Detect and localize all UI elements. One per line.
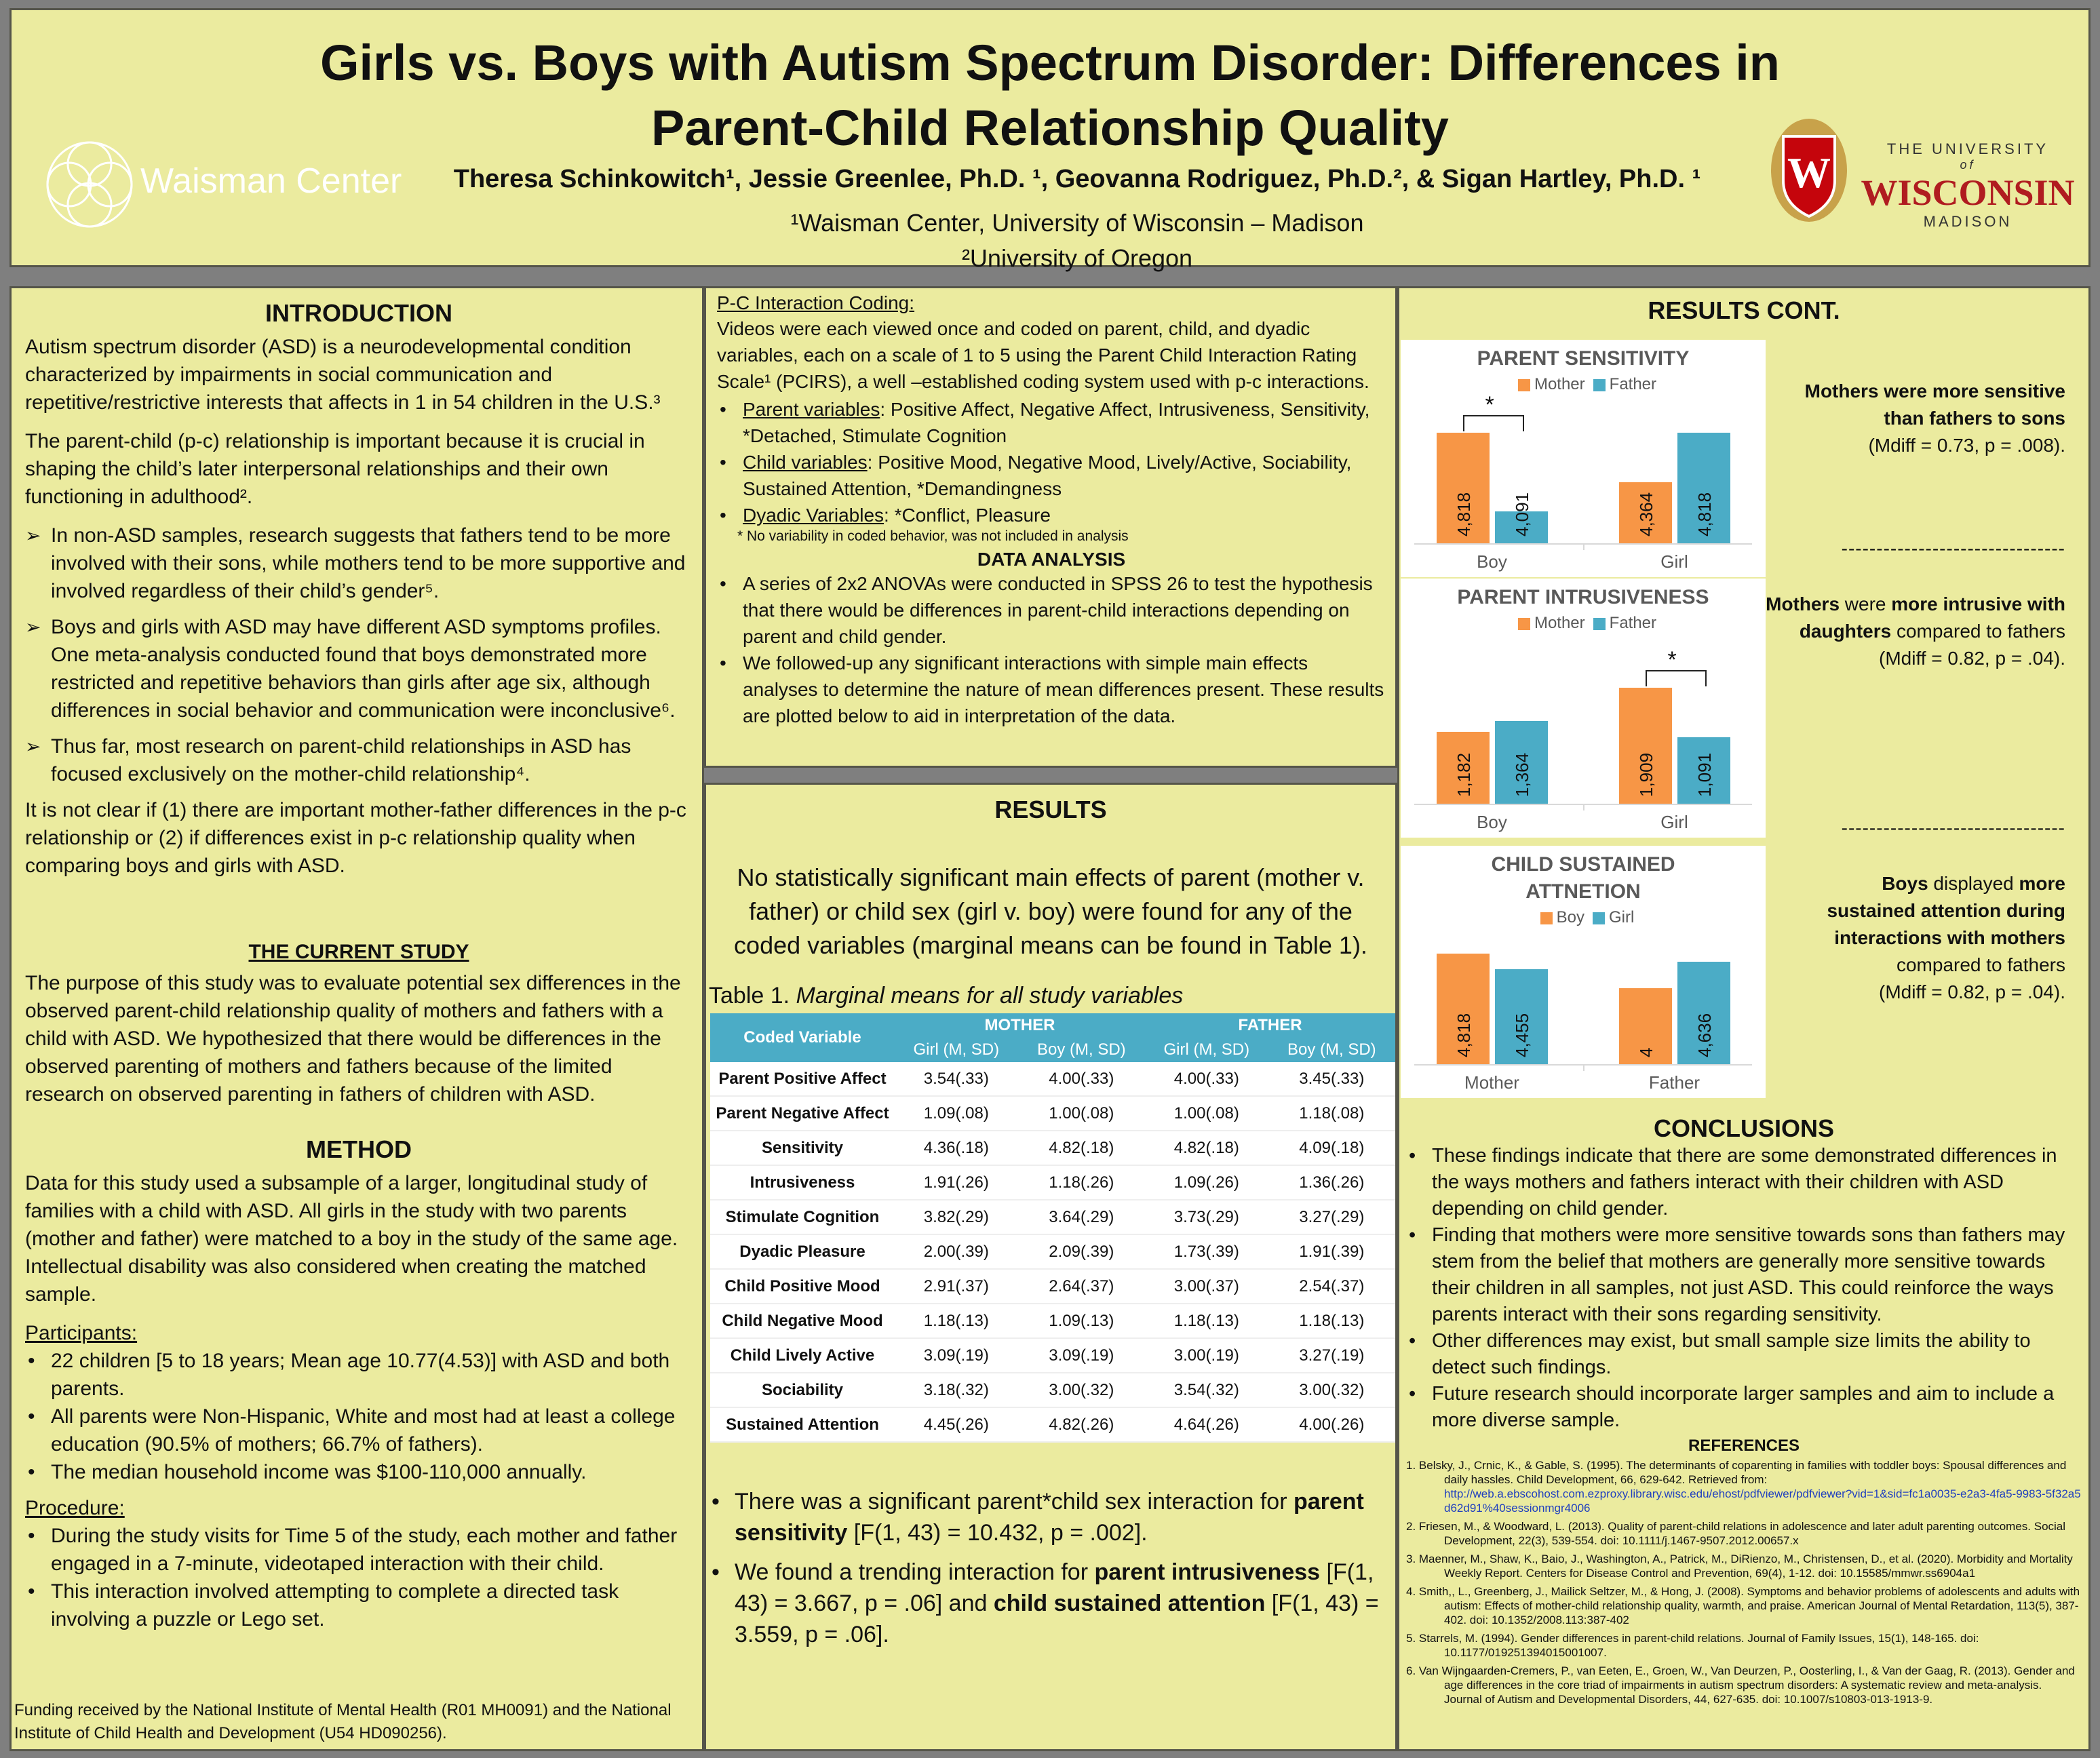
table-row-label: Intrusiveness <box>710 1165 895 1200</box>
table-cell: 1.18(.13) <box>1268 1304 1395 1338</box>
legend-label: Father <box>1609 375 1657 393</box>
chart-x-label: Girl <box>1660 551 1688 572</box>
legend-swatch <box>1593 379 1606 391</box>
bar-data-label: 1,091 <box>1694 752 1715 797</box>
conclusions-heading: CONCLUSIONS <box>1653 1114 1834 1142</box>
table-row-label: Sociability <box>710 1373 895 1407</box>
table-cell: 3.18(.32) <box>895 1373 1018 1407</box>
legend-label: Mother <box>1534 375 1585 393</box>
uw-crest-icon <box>1768 116 1850 224</box>
procedure-list <box>25 1522 693 1633</box>
chart-title: PARENT SENSITIVITY <box>1477 347 1690 370</box>
uw-of-label: of <box>1960 158 1976 172</box>
child-sustained-attention-chart <box>1401 846 1766 1098</box>
uw-madison-logo <box>1764 113 2083 229</box>
legend-swatch <box>1518 618 1530 630</box>
parent-intrusiveness-chart <box>1401 579 1766 838</box>
reference-item: 2. Friesen, M., & Woodward, L. (2013). Quality of parent-child relations in adolescence and later adult parenting outcomes. Social Development, 22(3), 539-554. doi: 10.1111/j.1467-9507.2012.00657.x <box>1406 1520 2066 1547</box>
table-cell: 4.00(.26) <box>1268 1407 1395 1442</box>
current-study-heading: THE CURRENT STUDY <box>248 941 469 963</box>
analysis-list <box>717 570 1386 729</box>
legend-swatch <box>1518 379 1530 391</box>
table-row <box>710 1407 1395 1442</box>
table-cell: 1.00(.08) <box>1145 1096 1268 1131</box>
coding-text: Videos were each viewed once and coded on parent, child, and dyadic variables, each on a scale of 1 to 5 using the Parent Child Interaction Rating Scale¹ (PCIRS), a well –established coding system used with p-c interactions. <box>717 318 1369 392</box>
table-row <box>710 1131 1395 1165</box>
intro-method-column <box>9 286 704 1751</box>
affiliations: ¹Waisman Center, University of Wisconsin – Madison ²University of Oregon <box>790 209 1364 272</box>
table-header: Girl (M, SD) <box>895 1038 1018 1062</box>
table-cell: 4.64(.26) <box>1145 1407 1268 1442</box>
reference-link[interactable]: http://web.a.ebscohost.com.ezproxy.library.wisc.edu/ehost/pdfviewer/pdfviewer?vid=1&sid=fc1a0035-e2a3-4fa5-9983-5f32a5d62d91%40sessionmgr4006 <box>1444 1487 2081 1515</box>
table-cell: 1.91(.26) <box>895 1165 1018 1200</box>
bar-data-label: 4 <box>1635 1047 1656 1057</box>
table-row-label: Sustained Attention <box>710 1407 895 1442</box>
table-cell: 3.00(.32) <box>1268 1373 1395 1407</box>
legend-label: Boy <box>1556 908 1585 926</box>
sensitivity-note: Mothers were more sensitive than fathers to sons (Mdiff = 0.73, p = .008). <box>1804 380 2065 456</box>
intro-bullet: ➢ Boys and girls with ASD may have different ASD symptoms profiles. One meta-analysis conducted found that boys demonstrated more restricted and repetitive behaviors than girls after age six, although differences in social behavior and communication were inconclusive⁶. <box>25 613 693 724</box>
table-row-label: Parent Positive Affect <box>710 1062 895 1096</box>
results-heading: RESULTS <box>994 796 1107 823</box>
uw-wisconsin-label: WISCONSIN <box>1861 172 2075 213</box>
chart-title: CHILD SUSTAINED ATTNETION <box>1491 853 1675 903</box>
table-row <box>710 1096 1395 1131</box>
chart-axis-tick <box>1583 1064 1584 1071</box>
participants-item: • All parents were Non-Hispanic, White and most had at least a college education (90.5% of mothers; 66.7% of fathers). <box>25 1403 693 1458</box>
marginal-means-table <box>710 1013 1395 1443</box>
references-heading: REFERENCES <box>1688 1437 1800 1455</box>
results-cont-heading: RESULTS CONT. <box>1648 296 1840 324</box>
table-row <box>710 1338 1395 1373</box>
table-cell: 1.09(.13) <box>1018 1304 1145 1338</box>
data-analysis-heading: DATA ANALYSIS <box>977 549 1126 570</box>
results-cont-column <box>1397 286 2091 1751</box>
table-cell: 1.18(.26) <box>1018 1165 1145 1200</box>
crest-letter: W <box>1787 149 1831 197</box>
uw-university-label: THE UNIVERSITY <box>1886 140 2049 157</box>
reference-item: 6. Van Wijngaarden-Cremers, P., van Eeten, E., Groen, W., Van Deurzen, P., Oosterling, I., & Van der Gaag, R. (2013). Gender and age differences in the core triad of impairments in autism spectrum disorders: A systematic review and meta-analysis. Journal of Autism and Developmental Disorders, 44, 627-635. doi: 10.1007/s10803-013-1913-9. <box>1406 1664 2075 1706</box>
reference-item: 1. Belsky, J., Crnic, K., & Gable, S. (1995). The determinants of coparenting in families with toddler boys: Spousal differences and daily hassles. Child Development, 66, 629-642. Retrieved from: http://web.a.ebscohost.com.ezproxy.library.wisc.edu/ehost/pdfviewer/pdfviewer?vid=1&sid=fc1a0035-e2a3-4fa5-9983-5f32a5d62d91%40sessionmgr4006 <box>1406 1459 2081 1515</box>
results-panel <box>704 783 1397 1751</box>
table-row <box>710 1234 1395 1269</box>
table-cell: 3.73(.29) <box>1145 1200 1268 1234</box>
coding-variable-item: • Parent variables: Positive Affect, Negative Affect, Intrusiveness, Sensitivity, *Detached, Stimulate Cognition <box>717 396 1386 449</box>
table-cell: 4.82(.18) <box>1018 1131 1145 1165</box>
bar-data-label: 1,909 <box>1635 752 1656 797</box>
legend-swatch <box>1593 618 1606 630</box>
table-cell: 1.73(.39) <box>1145 1234 1268 1269</box>
table-row <box>710 1269 1395 1304</box>
table-cell: 4.82(.26) <box>1018 1407 1145 1442</box>
analysis-item: • A series of 2x2 ANOVAs were conducted in SPSS 26 to test the hypothesis that there would be differences in parent-child interactions depending on parent and child gender. <box>717 570 1386 650</box>
chart-x-label: Father <box>1648 1072 1700 1093</box>
uw-madison-label: MADISON <box>1923 213 2012 230</box>
legend-swatch <box>1593 912 1605 924</box>
reference-item: 5. Starrels, M. (1994). Gender differences in parent-child relations. Journal of Family Issues, 15(1), 148-165. doi: 10.1177/019251394015001007. <box>1406 1632 1979 1659</box>
attention-note: Boys displayed more sustained attention during interactions with mothers compared to fathers (Mdiff = 0.82, p = .04). <box>1827 873 2065 1002</box>
table-cell: 2.91(.37) <box>895 1269 1018 1304</box>
legend-label: Mother <box>1534 614 1585 632</box>
divider: -------------------------------- <box>1841 817 2065 838</box>
participants-heading: Participants: <box>25 1322 138 1344</box>
bar-data-label: 4,455 <box>1511 1013 1532 1057</box>
participants-item: • 22 children [5 to 18 years; Mean age 10.77(4.53)] with ASD and both parents. <box>25 1347 693 1403</box>
table-cell: 1.18(.08) <box>1268 1096 1395 1131</box>
procedure-item: • This interaction involved attempting to complete a directed task involving a puzzle or Lego set. <box>25 1578 693 1633</box>
method-heading: METHOD <box>306 1135 412 1163</box>
significance-star: * <box>1667 646 1677 673</box>
results-bullets <box>709 1486 1393 1650</box>
table-cell: 3.64(.29) <box>1018 1200 1145 1234</box>
table-cell: 2.00(.39) <box>895 1234 1018 1269</box>
table-body <box>710 1062 1395 1442</box>
chart-legend <box>1401 908 1766 927</box>
conclusion-item: • These findings indicate that there are some demonstrated differences in the ways mothers and fathers interact with their children with ASD depending on child gender. <box>1406 1143 2082 1222</box>
bar-data-label: 4,818 <box>1453 492 1474 536</box>
table-cell: 4.00(.33) <box>1018 1062 1145 1096</box>
results-summary: No statistically significant main effects of parent (mother v. father) or child sex (girl v. boy) were found for any of the coded variables (marginal means can be found in Table 1). <box>734 863 1367 959</box>
coding-heading: P-C Interaction Coding: <box>717 292 915 313</box>
table-cell: 3.27(.19) <box>1268 1338 1395 1373</box>
reference-list <box>1406 1458 2082 1706</box>
chart-title: PARENT INTRUSIVENESS <box>1457 586 1709 608</box>
conclusion-item: • Other differences may exist, but small sample size limits the ability to detect such findings. <box>1406 1328 2082 1381</box>
coding-variables <box>717 396 1386 528</box>
table-row-label: Child Lively Active <box>710 1338 895 1373</box>
chart-axis-tick <box>1583 804 1584 810</box>
coding-variable-item: • Dyadic Variables: *Conflict, Pleasure <box>717 502 1386 528</box>
table-cell: 2.64(.37) <box>1018 1269 1145 1304</box>
table-cell: 1.09(.08) <box>895 1096 1018 1131</box>
current-study-text: The purpose of this study was to evaluate potential sex differences in the observed parent-child relationship quality of mothers and fathers with a child with ASD. We hypothesized that there would be differences in the observed parenting of mothers and fathers because of the limited research on observed parenting in fathers of children with ASD. <box>25 972 681 1106</box>
reference-item: 3. Maenner, M., Shaw, K., Baio, J., Washington, A., Patrick, M., DiRienzo, M., Christensen, D., et al. (2020). Morbidity and Mortality Weekly Report. Centers for Disease Control and Prevention, 69(4), 1-12. doi: 10.15585/mmwr.ss6904a1 <box>1406 1552 2073 1580</box>
chart-x-label: Girl <box>1660 812 1688 832</box>
table-row-label: Parent Negative Affect <box>710 1096 895 1131</box>
chart-x-label: Boy <box>1477 551 1507 572</box>
intro-bullet: ➢ In non-ASD samples, research suggests that fathers tend to be more involved with their sons, while mothers tend to be more supportive and involved regardless of their child’s gender⁵. <box>25 522 693 605</box>
chart-axis-tick <box>1583 543 1584 550</box>
poster-header <box>9 8 2091 272</box>
table-cell: 4.36(.18) <box>895 1131 1018 1165</box>
procedure-heading: Procedure: <box>25 1497 125 1519</box>
table-cell: 3.54(.33) <box>895 1062 1018 1096</box>
table-cell: 1.09(.26) <box>1145 1165 1268 1200</box>
chart-x-label: Mother <box>1464 1072 1519 1093</box>
results-bullet: • There was a significant parent*child sex interaction for parent sensitivity [F(1, 43) = 10.432, p = .002]. <box>709 1486 1393 1548</box>
table-cell: 3.00(.37) <box>1145 1269 1268 1304</box>
intro-bullet: ➢ Thus far, most research on parent-child relationships in ASD has focused exclusively on the mother-child relationship⁴. <box>25 732 693 788</box>
table-header: Boy (M, SD) <box>1018 1038 1145 1062</box>
analysis-item: • We followed-up any significant interactions with simple main effects analyses to determine the nature of mean differences present. These results are plotted below to aid in interpretation of the data. <box>717 650 1386 729</box>
divider: -------------------------------- <box>1841 538 2065 559</box>
table-cell: 1.91(.39) <box>1268 1234 1395 1269</box>
table-cell: 3.27(.29) <box>1268 1200 1395 1234</box>
table-cell: 3.09(.19) <box>1018 1338 1145 1373</box>
table-row <box>710 1062 1395 1096</box>
reference-item: 4. Smith,, L., Greenberg, J., Mailick Seltzer, M., & Hong, J. (2008). Symptoms and behavior problems of adolescents and adults with autism: Effects of mother-child relationship quality, warmth, and praise. American Journal of Mental Retardation, 113(5), 387-402. doi: 10.1352/2008.113:387-402 <box>1406 1585 2080 1626</box>
bar-data-label: 1,182 <box>1453 752 1474 797</box>
table-caption: Table 1. Marginal means for all study variables <box>709 983 1184 1009</box>
table-cell: 2.54(.37) <box>1268 1269 1395 1304</box>
table-cell: 4.00(.33) <box>1145 1062 1268 1096</box>
table-row-label: Sensitivity <box>710 1131 895 1165</box>
table-row-label: Child Negative Mood <box>710 1304 895 1338</box>
table-row <box>710 1165 1395 1200</box>
table-row-label: Dyadic Pleasure <box>710 1234 895 1269</box>
table-row <box>710 1200 1395 1234</box>
table-row-label: Stimulate Cognition <box>710 1200 895 1234</box>
significance-star: * <box>1485 392 1494 418</box>
table-cell: 1.18(.13) <box>895 1304 1018 1338</box>
table-header: Girl (M, SD) <box>1145 1038 1268 1062</box>
procedure-item: • During the study visits for Time 5 of the study, each mother and father engaged in a 7-minute, videotaped interaction with their child. <box>25 1522 693 1578</box>
table-cell: 4.82(.18) <box>1145 1131 1268 1165</box>
bar-data-label: 4,091 <box>1511 492 1532 536</box>
bar-data-label: 4,818 <box>1453 1013 1474 1057</box>
funding-note: Funding received by the National Institute of Mental Health (R01 MH0091) and the National Institute of Child Health and Development (U54 HD090256). <box>14 1701 672 1742</box>
table-cell: 1.36(.26) <box>1268 1165 1395 1200</box>
table-cell: 3.00(.32) <box>1018 1373 1145 1407</box>
conclusions-list <box>1406 1143 2082 1434</box>
waisman-logo-text: Waisman Center <box>140 161 402 201</box>
table-cell: 3.45(.33) <box>1268 1062 1395 1096</box>
chart-legend <box>1401 375 1766 394</box>
participants-list <box>25 1347 693 1486</box>
coding-footnote: * No variability in coded behavior, was not included in analysis <box>737 528 1129 544</box>
author-list: Theresa Schinkowitch¹, Jessie Greenlee, Ph.D. ¹, Geovanna Rodriguez, Ph.D.², & Sigan Hartley, Ph.D. ¹ <box>453 165 1701 193</box>
parent-sensitivity-chart <box>1401 340 1766 577</box>
coding-variable-item: • Child variables: Positive Mood, Negative Mood, Lively/Active, Sociability, Sustained Attention, *Demandingness <box>717 449 1386 502</box>
intro-paragraph: It is not clear if (1) there are important mother-father differences in the p-c relationship or (2) if differences exist in p-c relationship quality when comparing boys and girls with ASD. <box>25 799 686 877</box>
table-cell: 2.09(.39) <box>1018 1234 1145 1269</box>
legend-label: Girl <box>1609 908 1635 926</box>
table-cell: 4.09(.18) <box>1268 1131 1395 1165</box>
table-cell: 3.82(.29) <box>895 1200 1018 1234</box>
conclusion-item: • Future research should incorporate larger samples and aim to include a more diverse sample. <box>1406 1381 2082 1434</box>
table-cell: 3.00(.19) <box>1145 1338 1268 1373</box>
poster-title: Girls vs. Boys with Autism Spectrum Disorder: Differences in Parent-Child Relationship Quality <box>319 35 1781 156</box>
conclusions-section <box>1406 1114 2082 1711</box>
table-header: Boy (M, SD) <box>1268 1038 1395 1062</box>
table-cell: 3.09(.19) <box>895 1338 1018 1373</box>
table-row <box>710 1373 1395 1407</box>
conclusion-item: • Finding that mothers were more sensitive towards sons than fathers may stem from the belief that mothers are generally more sensitive towards their children in all samples, not just ASD. This could reinforce the ways parents interact with their sons regarding sensitivity. <box>1406 1222 2082 1328</box>
table-row-label: Child Positive Mood <box>710 1269 895 1304</box>
results-bullet: • We found a trending interaction for parent intrusiveness [F(1, 43) = 3.667, p = .06] and child sustained attention [F(1, 43) = 3.559, p = .06]. <box>709 1557 1393 1650</box>
bar-data-label: 4,818 <box>1694 492 1715 536</box>
table-cell: 1.18(.13) <box>1145 1304 1268 1338</box>
chart-x-label: Boy <box>1477 812 1507 832</box>
table-group-header: FATHER <box>1145 1013 1395 1038</box>
method-text: Data for this study used a subsample of a larger, longitudinal study of families with a child with ASD. All girls in the study with two parents (mother and father) were matched to a boy in the study of the same age. Intellectual disability was also considered when creating the matched sample. <box>25 1172 678 1306</box>
bar-data-label: 4,364 <box>1635 492 1656 536</box>
intro-paragraph: The parent-child (p-c) relationship is important because it is crucial in shaping the child’s later interpersonal relationships and their own functioning in adulthood². <box>25 430 645 508</box>
coding-analysis-panel <box>704 286 1397 768</box>
table-cell: 3.54(.32) <box>1145 1373 1268 1407</box>
legend-label: Father <box>1609 614 1657 632</box>
intro-paragraph: Autism spectrum disorder (ASD) is a neurodevelopmental condition characterized by impairments in social communication and repetitive/restrictive interests that affects in 1 in 54 children in the U.S.³ <box>25 336 661 414</box>
table-header: Coded Variable <box>710 1013 895 1062</box>
chart-legend <box>1401 614 1766 633</box>
bar-data-label: 4,636 <box>1694 1013 1715 1057</box>
table-cell: 1.00(.08) <box>1018 1096 1145 1131</box>
intro-heading: INTRODUCTION <box>265 299 452 327</box>
table-row <box>710 1304 1395 1338</box>
intro-bullets <box>25 522 693 788</box>
table-cell: 4.45(.26) <box>895 1407 1018 1442</box>
legend-swatch <box>1540 912 1553 924</box>
bar-data-label: 1,364 <box>1511 752 1532 797</box>
participants-item: • The median household income was $100-110,000 annually. <box>25 1458 693 1486</box>
table-group-header: MOTHER <box>895 1013 1145 1038</box>
intrusiveness-note: Mothers were more intrusive with daughters compared to fathers (Mdiff = 0.82, p = .04). <box>1766 593 2065 669</box>
